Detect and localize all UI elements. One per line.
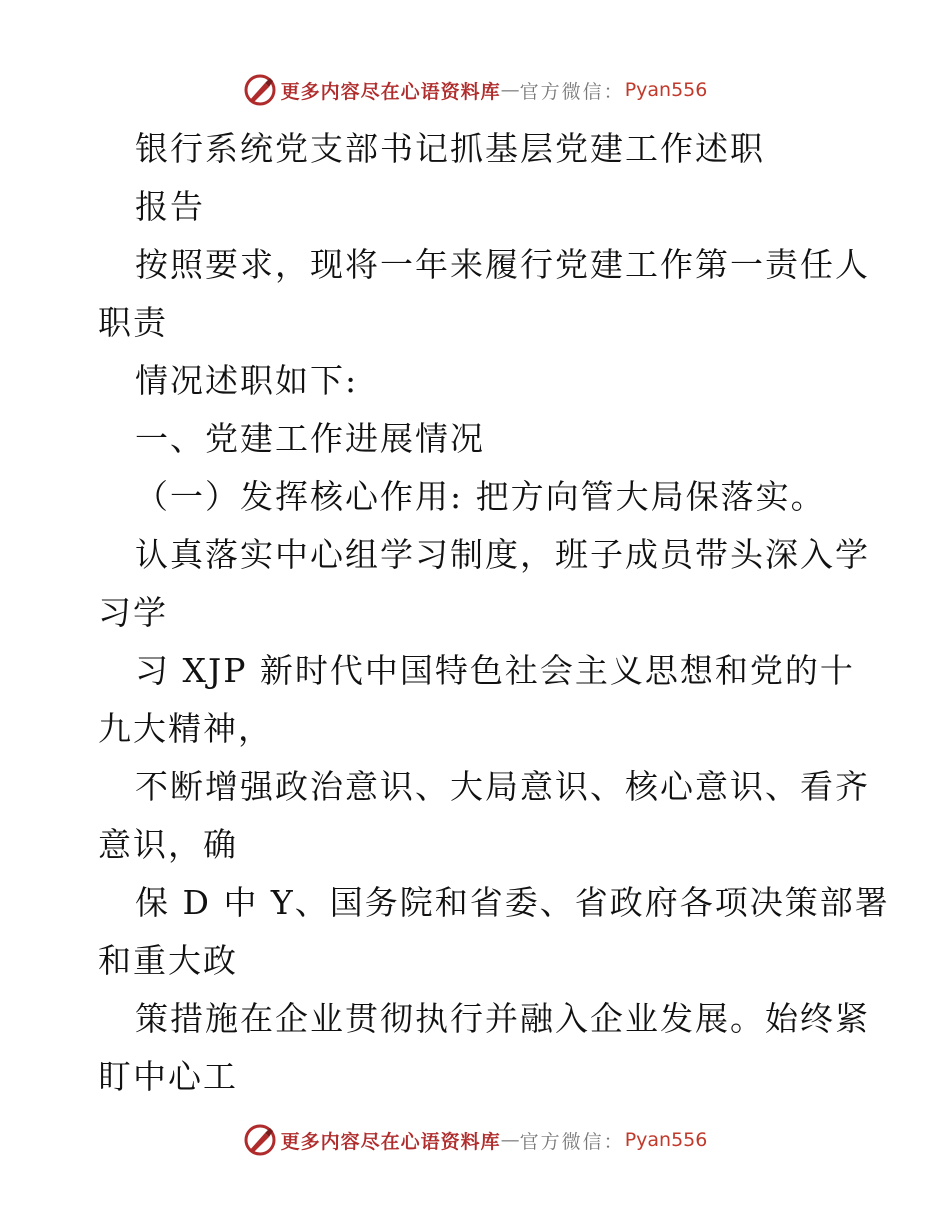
text-line: （一）发挥核心作用: 把方向管大局保落实。 — [135, 477, 826, 516]
text-line: 和重大政 — [98, 941, 238, 980]
text-line: 一、党建工作进展情况 — [135, 419, 485, 458]
watermark-header — [0, 70, 950, 110]
text-line: 保 D 中 Y、国务院和省委、省政府各项决策部署 — [135, 883, 890, 922]
watermark-handle: Pyan556 — [624, 79, 708, 101]
watermark-site-name: 更多内容尽在心语资料库 — [280, 80, 501, 103]
text-line: 盯中心工 — [98, 1057, 238, 1096]
document-body — [98, 120, 890, 1106]
watermark-handle: Pyan556 — [624, 1129, 708, 1151]
pen-logo-icon — [243, 73, 277, 107]
pen-logo-icon — [243, 1123, 277, 1157]
text-line: 策措施在企业贯彻执行并融入企业发展。始终紧 — [135, 999, 870, 1038]
text-line: 九大精神， — [98, 709, 273, 748]
watermark-separator: — — [500, 1129, 520, 1151]
text-line: 习学 — [98, 593, 168, 632]
text-line: 不断增强政治意识、大局意识、核心意识、看齐 — [135, 767, 870, 806]
watermark-separator: — — [500, 79, 520, 101]
text-line: 认真落实中心组学习制度，班子成员带头深入学 — [135, 535, 870, 574]
text-line: 按照要求，现将一年来履行党建工作第一责任人 — [135, 245, 870, 284]
watermark-footer — [0, 1120, 950, 1160]
text-line: 情况述职如下: — [135, 361, 359, 400]
text-line: 意识，确 — [98, 825, 238, 864]
text-line: 报告 — [135, 187, 205, 226]
watermark-official-label: 官方微信： — [519, 1130, 625, 1153]
watermark-official-label: 官方微信： — [519, 80, 625, 103]
watermark-site-name: 更多内容尽在心语资料库 — [280, 1130, 501, 1153]
text-line: 银行系统党支部书记抓基层党建工作述职 — [135, 129, 765, 168]
text-line: 职责 — [98, 303, 168, 342]
text-line: 习 XJP 新时代中国特色社会主义思想和党的十 — [135, 651, 855, 690]
